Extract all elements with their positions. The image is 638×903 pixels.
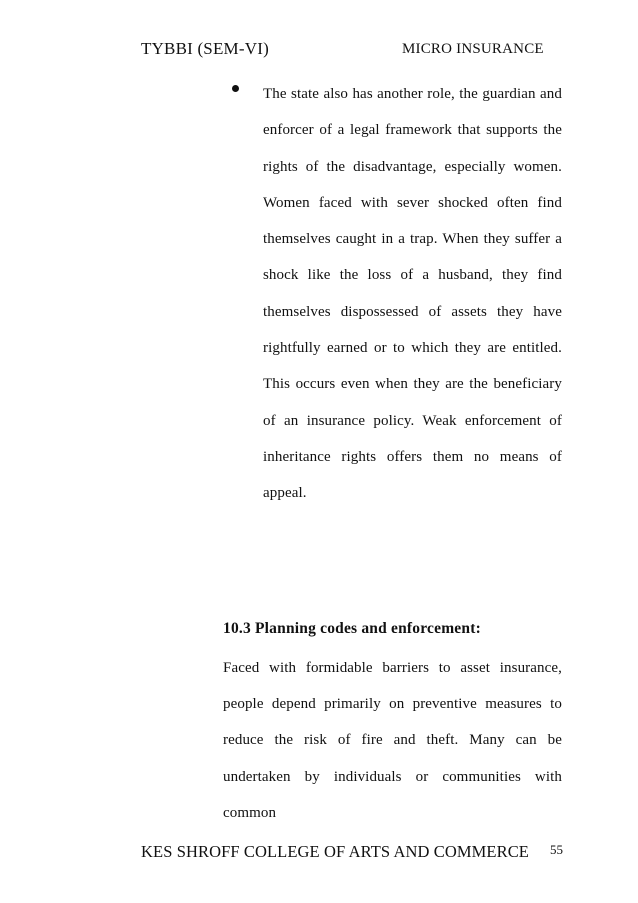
footer-college-name: KES SHROFF COLLEGE OF ARTS AND COMMERCE	[141, 842, 529, 861]
bullet-item	[232, 76, 562, 512]
section-heading: 10.3 Planning codes and enforcement:	[223, 620, 481, 637]
section-paragraph: Faced with formidable barriers to asset insurance, people depend primarily on preventive measures to reduce the risk of fire and theft. Many can be undertaken by individuals or communities with common	[223, 660, 562, 821]
header-course: TYBBI (SEM-VI)	[141, 39, 269, 58]
header-subject: MICRO INSURANCE	[402, 41, 544, 57]
page-number: 55	[550, 842, 563, 857]
bullet-icon	[232, 85, 239, 92]
bullet-paragraph: The state also has another role, the guardian and enforcer of a legal framework that supports the rights of the disadvantage, especially women. Women faced with sever shocked often find themselves caught in a trap. When they suffer a shock like the loss of a husband, they find themselves dispossessed of assets they have rightfully earned or to which they are entitled. This occurs even when they are the beneficiary of an insurance policy. Weak enforcement of inheritance rights offers them no means of appeal.	[263, 86, 562, 502]
